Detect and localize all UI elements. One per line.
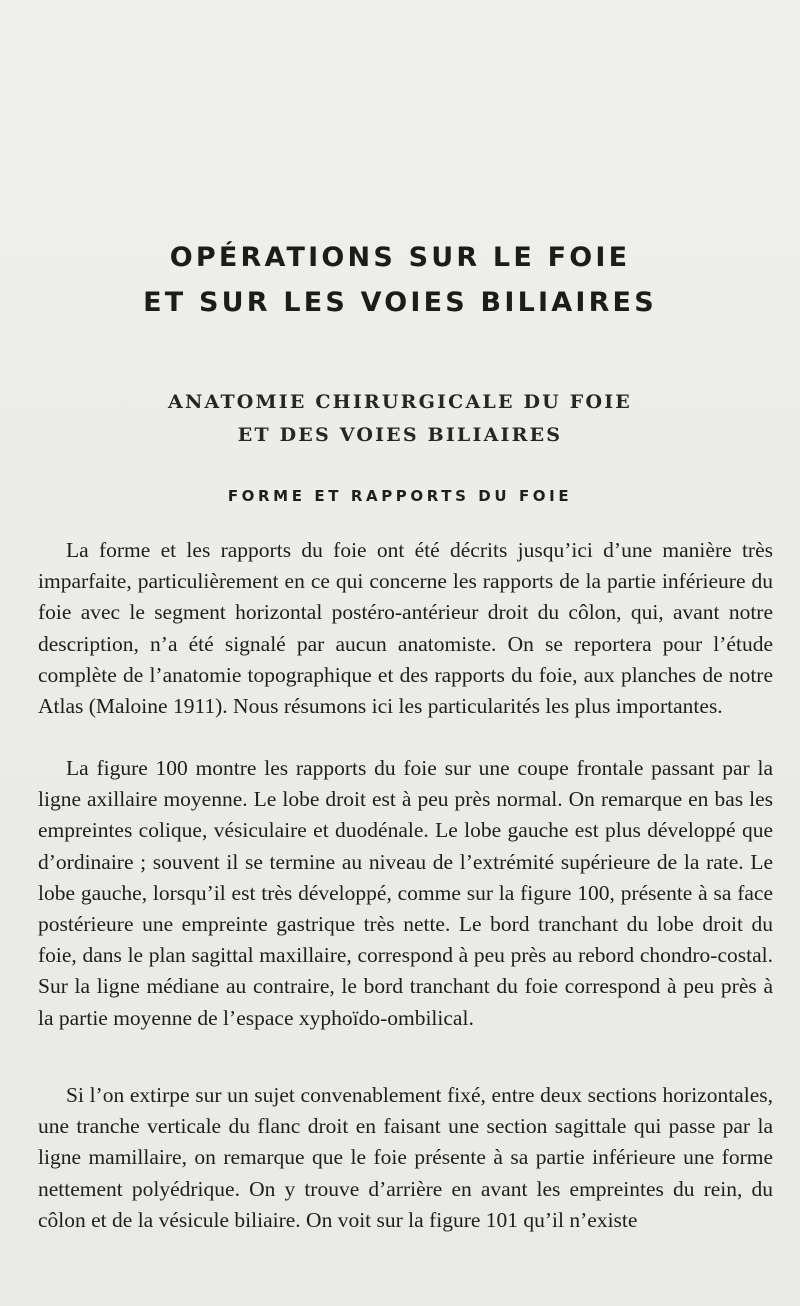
chapter-title-line-1: OPÉRATIONS SUR LE FOIE [169, 242, 631, 273]
paragraph-block-3 [38, 1080, 773, 1236]
paragraph: Si l’on extirpe sur un sujet convenablement fixé, entre deux sections horizontales, une tranche verticale du flanc droit en faisant une section sagittale qui passe par la ligne mamillaire, on remarque que le foie présente à sa partie inférieure une forme nettement polyédrique. On y trouve d’arrière en avant les empreintes du rein, du côlon et de la vésicule biliaire. On voit sur la figure 101 qu’il n’existe [38, 1083, 773, 1232]
paragraph: La figure 100 montre les rapports du foie sur une coupe frontale passant par la ligne axillaire moyenne. Le lobe droit est à peu près normal. On remarque en bas les empreintes colique, vésiculaire et duodénale. Le lobe gauche est plus développé que d’ordinaire ; souvent il se termine au niveau de l’extrémité supérieure de la rate. Le lobe gauche, lorsqu’il est très développé, comme sur la figure 100, présente à sa face postérieure une empreinte gastrique très nette. Le bord tranchant du lobe droit du foie, dans le plan sagittal maxillaire, correspond à peu près au rebord chondro-costal. Sur la ligne médiane au contraire, le bord tranchant du foie correspond à peu près à la partie moyenne de l’espace xyphoïdo-ombilical. [38, 756, 773, 1030]
subtitle-line-1: ANATOMIE CHIRURGICALE DU FOIE [168, 391, 632, 413]
paragraph-block-2 [38, 753, 773, 1034]
section-heading: FORME ET RAPPORTS DU FOIE [227, 487, 573, 505]
subtitle-line-2: ET DES VOIES BILIAIRES [237, 424, 563, 446]
paragraph: La forme et les rapports du foie ont été décrits jusqu’ici d’une manière très imparfaite, particulièrement en ce qui concerne les rapports de la partie inférieure du foie avec le segment horizontal postéro-antérieur droit du côlon, qui, avant notre description, n’a été signalé par aucun anatomiste. On se reportera pour l’étude complète de l’anatomie topographique et des rapports du foie, aux planches de notre Atlas (Maloine 1911). Nous résumons ici les particularités les plus importantes. [38, 538, 773, 719]
chapter-title-line-2: ET SUR LES VOIES BILIAIRES [143, 287, 657, 318]
paragraph-block-1 [38, 535, 773, 722]
